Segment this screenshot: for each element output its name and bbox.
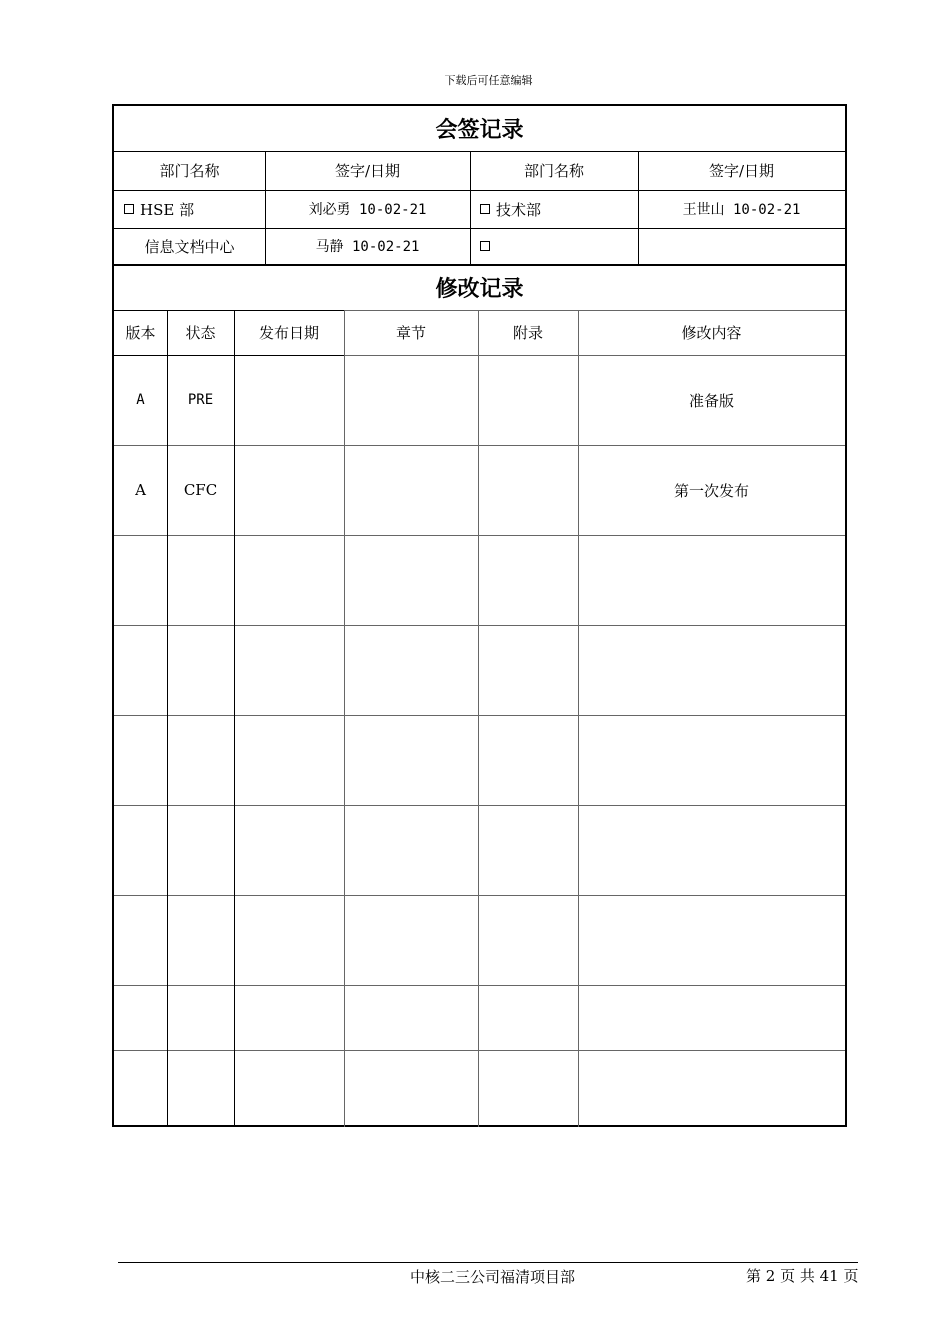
header-note: 下载后可任意编辑 xyxy=(444,74,533,87)
revision-status: CFC xyxy=(183,481,218,499)
form-table xyxy=(112,104,847,1127)
countersign-dept-cell xyxy=(470,190,638,228)
dept-hse-label: HSE 部 xyxy=(140,200,195,219)
signature-hse: 刘必勇 10-02-21 xyxy=(308,202,427,218)
checkbox-tech[interactable] xyxy=(480,204,490,214)
countersign-dept-cell xyxy=(114,190,265,228)
header-signature-2: 签字/日期 xyxy=(708,162,775,180)
countersign-dept-cell xyxy=(470,228,638,264)
header-signature-1: 签字/日期 xyxy=(334,162,401,180)
header-appendix: 附录 xyxy=(512,324,543,342)
dept-tech-label: 技术部 xyxy=(496,200,542,219)
revision-content: 第一次发布 xyxy=(673,481,749,500)
signature-tech: 王世山 10-02-21 xyxy=(682,202,801,218)
footer-divider xyxy=(118,1262,858,1263)
checkbox-empty[interactable] xyxy=(480,241,490,251)
header-version: 版本 xyxy=(125,324,156,342)
header-dept-1: 部门名称 xyxy=(159,162,220,180)
header-release-date: 发布日期 xyxy=(258,324,319,342)
footer-page-info: 第 2 页 共 41 页 xyxy=(746,1267,859,1285)
dept-docs-label: 信息文档中心 xyxy=(144,237,235,256)
checkbox-hse[interactable] xyxy=(124,204,134,214)
revision-version: A xyxy=(136,392,145,408)
header-status: 状态 xyxy=(185,324,216,342)
revision-title: 修改记录 xyxy=(435,276,524,302)
countersign-title: 会签记录 xyxy=(435,118,524,143)
header-dept-2: 部门名称 xyxy=(523,162,584,180)
footer-org: 中核二三公司福清项目部 xyxy=(410,1268,576,1286)
revision-version: A xyxy=(135,481,146,499)
revision-status: PRE xyxy=(187,392,214,408)
revision-content: 准备版 xyxy=(688,391,734,410)
signature-docs: 马静 10-02-21 xyxy=(315,239,420,255)
header-chapter: 章节 xyxy=(395,324,426,342)
header-content: 修改内容 xyxy=(681,324,742,342)
